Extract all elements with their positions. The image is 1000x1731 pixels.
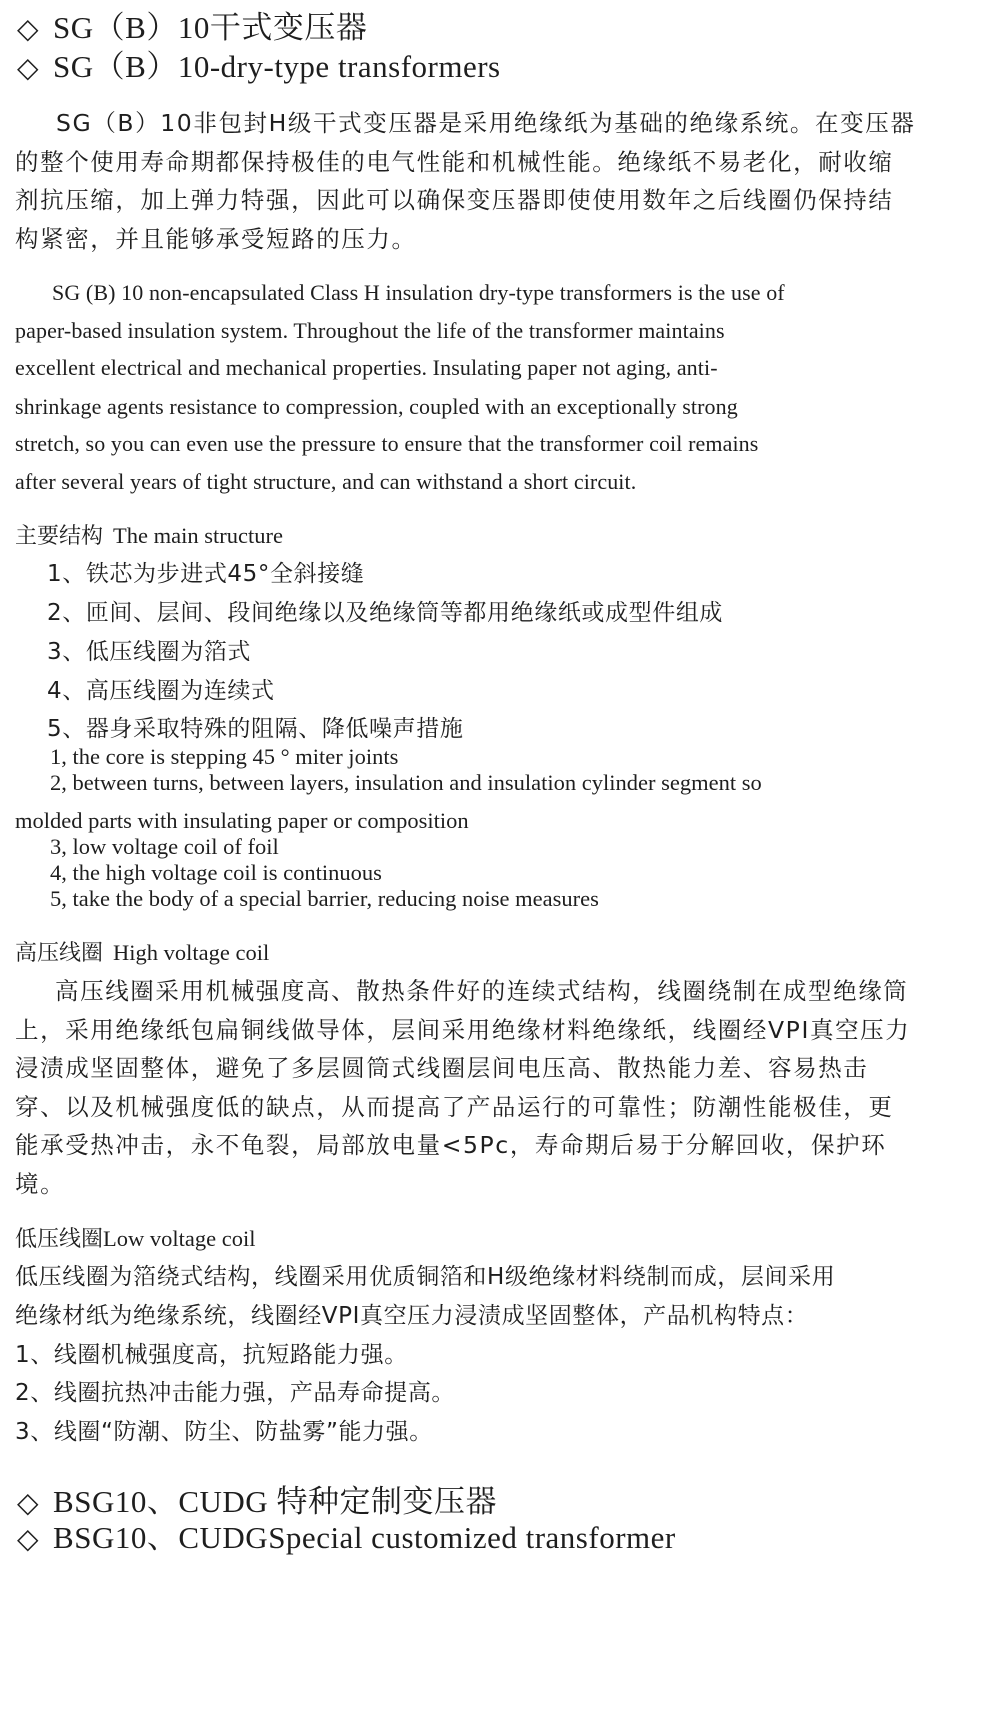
structure-en-item: 3, low voltage coil of foil: [50, 834, 279, 859]
hv-coil-line: 上，采用绝缘纸包扁铜线做导体，层间采用绝缘材料绝缘纸，线圈经VPI真空压力: [15, 1016, 911, 1044]
intro-cn-line: 剂抗压缩，加上弹力特强，因此可以确保变压器即使使用数年之后线圈仍保持结: [15, 186, 894, 214]
hv-coil-line: 能承受热冲击，永不龟裂，局部放电量<5Pc，寿命期后易于分解回收，保护环: [15, 1131, 887, 1159]
hv-coil-heading: 高压线圈 High voltage coil: [15, 940, 270, 966]
structure-cn-item: 1、铁芯为步进式45°全斜接缝: [47, 561, 365, 587]
intro-en-line: stretch, so you can even use the pressure to ensure that the transformer coil remains: [15, 431, 759, 456]
structure-en-item: 2, between turns, between layers, insulation and insulation cylinder segment so: [50, 770, 762, 795]
hv-coil-line: 境。: [15, 1170, 66, 1198]
intro-cn-line: 构紧密，并且能够承受短路的压力。: [15, 225, 417, 253]
structure-cn-item: 2、匝间、层间、段间绝缘以及绝缘筒等都用绝缘纸或成型件组成: [47, 600, 724, 626]
intro-en-line: excellent electrical and mechanical properties. Insulating paper not aging, anti-: [15, 355, 718, 380]
lv-coil-line: 1、线圈机械强度高，抗短路能力强。: [15, 1342, 408, 1368]
lv-coil-line: 3、线圈“防潮、防尘、防盐雾”能力强。: [15, 1419, 433, 1445]
structure-en-item: molded parts with insulating paper or composition: [15, 808, 469, 833]
hv-coil-line: 浸渍成坚固整体，避免了多层圆筒式线圈层间电压高、散热能力差、容易热击: [15, 1054, 869, 1082]
main-structure-heading: 主要结构 The main structure: [15, 523, 283, 549]
lv-coil-line: 低压线圈为箔绕式结构，线圈采用优质铜箔和H级绝缘材料绕制而成，层间采用: [15, 1264, 836, 1290]
diamond-icon: ◇: [17, 1486, 40, 1519]
section-title-en: ◇ SG（B）10-dry-type transformers: [17, 49, 501, 84]
footer-title-cn: ◇ BSG10、CUDG 特种定制变压器: [17, 1484, 497, 1519]
hv-coil-line: 穿、以及机械强度低的缺点，从而提高了产品运行的可靠性；防潮性能极佳，更: [15, 1093, 894, 1121]
footer-title-en: ◇ BSG10、CUDGSpecial customized transformer: [17, 1520, 676, 1555]
intro-en-line: shrinkage agents resistance to compression, coupled with an exceptionally strong: [15, 394, 738, 419]
lv-coil-line: 绝缘材纸为绝缘系统，线圈经VPI真空压力浸渍成坚固整体，产品机构特点：: [15, 1303, 809, 1329]
intro-en-line: after several years of tight structure, and can withstand a short circuit.: [15, 469, 637, 494]
lv-coil-line: 2、线圈抗热冲击能力强，产品寿命提高。: [15, 1380, 456, 1406]
diamond-icon: ◇: [17, 12, 40, 45]
structure-en-item: 5, take the body of a special barrier, reducing noise measures: [50, 886, 599, 911]
structure-cn-item: 4、高压线圈为连续式: [47, 678, 275, 704]
intro-cn-line: SG（B）10非包封H级干式变压器是采用绝缘纸为基础的绝缘系统。在变压器: [56, 109, 916, 137]
section-title-cn: ◇ SG（B）10干式变压器: [17, 10, 368, 45]
intro-cn-line: 的整个使用寿命期都保持极佳的电气性能和机械性能。绝缘纸不易老化，耐收缩: [15, 148, 894, 176]
structure-en-item: 4, the high voltage coil is continuous: [50, 860, 382, 885]
hv-coil-line: 高压线圈采用机械强度高、散热条件好的连续式结构，线圈绕制在成型绝缘筒: [55, 977, 909, 1005]
diamond-icon: ◇: [17, 51, 40, 84]
diamond-icon: ◇: [17, 1522, 40, 1555]
intro-en-line: SG (B) 10 non-encapsulated Class H insulation dry-type transformers is the use of: [52, 280, 785, 305]
structure-cn-item: 3、低压线圈为箔式: [47, 639, 252, 665]
structure-en-item: 1, the core is stepping 45 ° miter joints: [50, 744, 399, 769]
structure-cn-item: 5、器身采取特殊的阻隔、降低噪声措施: [47, 716, 464, 742]
lv-coil-heading: 低压线圈Low voltage coil: [15, 1226, 256, 1252]
intro-en-line: paper-based insulation system. Throughout the life of the transformer maintains: [15, 318, 725, 343]
